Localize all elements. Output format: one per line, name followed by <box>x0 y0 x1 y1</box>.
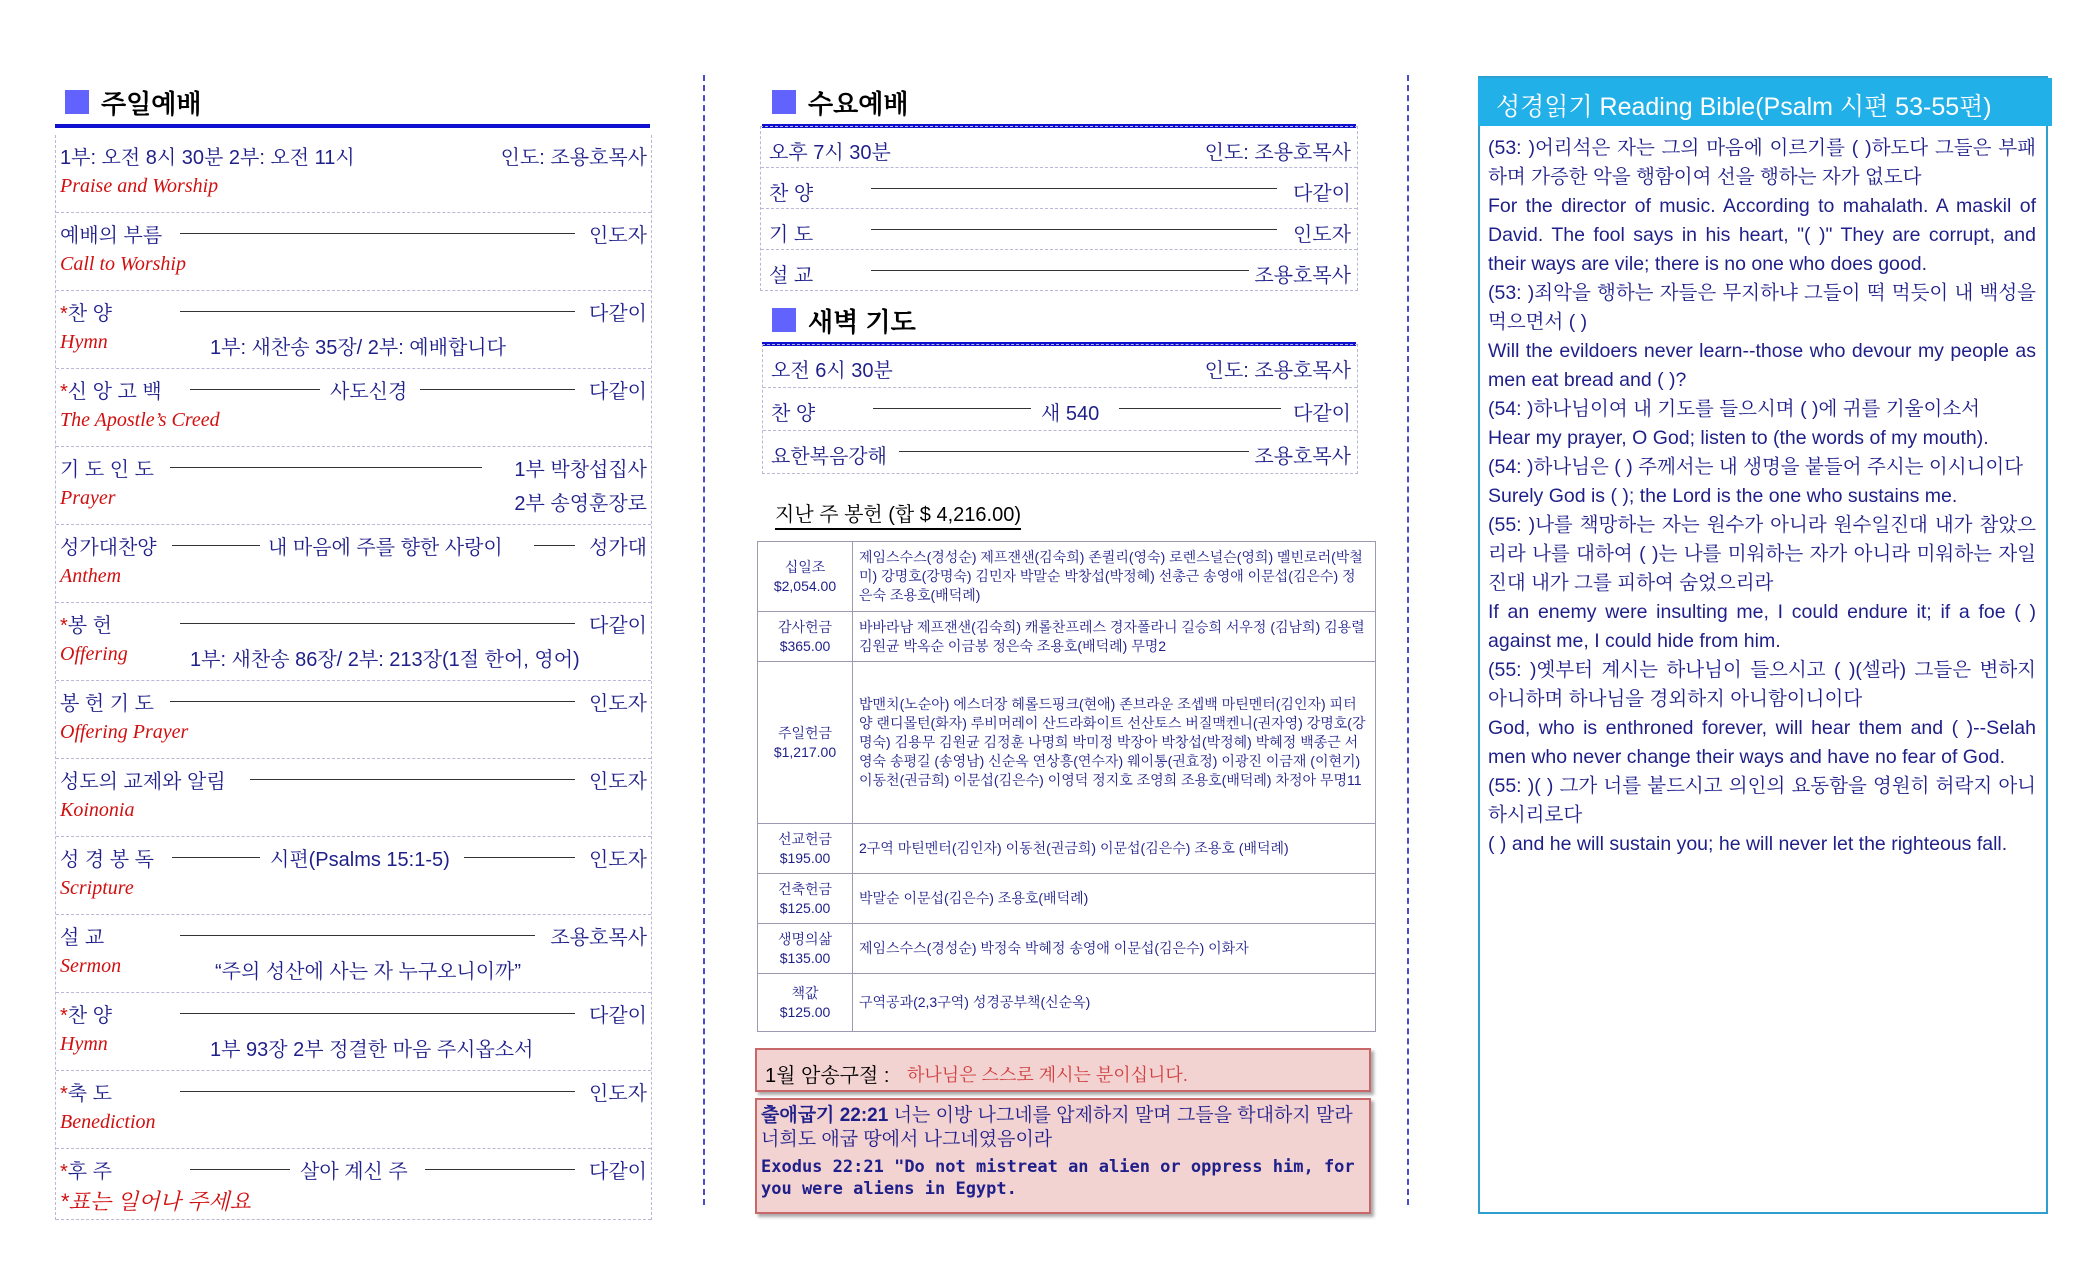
order-item-name: 기 도 인 도 <box>60 459 154 481</box>
order-item-note: 1부: 새찬송 35장/ 2부: 예배합니다 <box>210 337 506 359</box>
order-item <box>56 993 651 1071</box>
order-item-english: Prayer <box>60 487 116 509</box>
order-item-english: Hymn <box>60 1033 108 1055</box>
offering-amount: $125.00 <box>779 1003 831 1020</box>
offering-category: 선교헌금 <box>777 830 833 847</box>
order-item-english: Offering Prayer <box>60 721 189 743</box>
wednesday-time-row <box>761 127 1357 168</box>
table-row <box>758 924 1376 974</box>
english-verse-text: "Do not mistreat an alien or oppress him, for you were aliens in Egypt. <box>761 1157 1355 1199</box>
offering-category: 책값 <box>791 984 819 1001</box>
order-item-detail: 시편(Psalms 15:1-5) <box>270 849 450 871</box>
order-item <box>761 168 1357 209</box>
stand-marker: * <box>60 615 68 637</box>
order-item-name: 성가대찬양 <box>60 537 157 559</box>
bible-reading-panel <box>1478 76 2048 1214</box>
offering-names: 구역공과(2,3구역) 성경공부책(신순옥) <box>853 974 1376 1032</box>
order-item-english: Anthem <box>60 565 122 587</box>
order-item-note: 1부 93장 2부 정결한 마음 주시옵소서 <box>210 1039 534 1061</box>
offering-names: 박말순 이문섭(김은수) 조용호(배덕례) <box>853 874 1376 924</box>
english-verse-ref: Exodus 22:21 <box>761 1157 884 1177</box>
offering-amount: $125.00 <box>779 899 831 916</box>
order-item-english: Hymn <box>60 331 108 353</box>
offering-category: 십일조 <box>784 558 826 575</box>
offering-category: 감사헌금 <box>777 618 833 635</box>
offering-names: 제임스수스(경성순) 제프잰샌(김숙희) 존퀼리(영숙) 로렌스널슨(영희) 멜빈로러(박철미) 강명호(강명숙) 김민자 박말순 박창섭(박정혜) 선총근 송영애 이문섭(김은수) 정은숙 조용호(배덕례) <box>853 542 1376 612</box>
wednesday-title: 수요예배 <box>808 89 909 119</box>
order-item-leader: 다같이 <box>589 615 647 637</box>
stand-footnote: *표는 일어나 주세요 <box>60 1189 251 1214</box>
order-item-name: 찬 양 <box>769 183 814 205</box>
order-item <box>56 447 651 525</box>
order-item-name: 축 도 <box>67 1083 112 1105</box>
table-row <box>758 662 1376 824</box>
stand-marker: * <box>60 1083 68 1105</box>
verse-paragraph: Hear my prayer, O God; listen to (the words of my mouth). <box>1488 427 1989 449</box>
order-item <box>56 525 651 603</box>
order-item-leader: 인도자 <box>589 1083 647 1105</box>
dawn-leader: 인도: 조용호목사 <box>1204 360 1351 382</box>
memory-verse-box <box>755 1098 1371 1214</box>
bible-reading-header <box>1478 78 2052 126</box>
order-item-leader: 다같이 <box>589 303 647 325</box>
order-item-detail: 내 마음에 주를 향한 사랑이 <box>268 537 503 559</box>
order-item <box>761 209 1357 250</box>
offering-category: 건축헌금 <box>777 880 833 897</box>
wednesday-time: 오후 7시 30분 <box>769 142 891 164</box>
korean-verse-ref: 출애굽기 22:21 <box>761 1105 889 1126</box>
column-divider-left <box>703 75 705 1205</box>
korean-verse-text: 너는 이방 나그네를 압제하지 말며 그들을 학대하지 말라 너희도 애굽 땅에서 나그네였음이라 <box>761 1105 1353 1150</box>
order-item-leader: 인도자 <box>589 849 647 871</box>
stand-marker: * <box>60 303 68 325</box>
order-item-leader-2: 2부 송영훈장로 <box>514 493 647 515</box>
wednesday-order <box>760 126 1358 291</box>
order-item-name: 찬 양 <box>67 303 112 325</box>
order-item-name: 성도의 교제와 알림 <box>60 771 226 793</box>
verse-paragraph: If an enemy were insulting me, I could endure it; if a foe ( ) against me, I could hide from him. <box>1488 601 2036 652</box>
order-item-name: 성 경 봉 독 <box>60 849 154 871</box>
verse-paragraph: (55: )( ) 그가 너를 붙드시고 의인의 요동함을 영원히 허락지 아니하시리로다 <box>1488 775 2036 826</box>
order-item-name: 예배의 부름 <box>60 225 163 247</box>
sunday-leader: 인도: 조용호목사 <box>500 147 647 169</box>
order-item-english: Offering <box>60 643 128 665</box>
offering-amount: $195.00 <box>779 849 831 866</box>
order-item <box>56 369 651 447</box>
order-item <box>56 759 651 837</box>
table-row <box>758 874 1376 924</box>
verse-paragraph: ( ) and he will sustain you; he will never let the righteous fall. <box>1488 833 2008 855</box>
table-row <box>758 612 1376 662</box>
section-square-icon <box>65 90 89 114</box>
verse-paragraph: (53: )어리석은 자는 그의 마음에 이르기를 ( )하도다 그들은 부패하며 가증한 악을 행함이여 선을 행하는 자가 없도다 <box>1488 137 2036 188</box>
verse-paragraph: God, who is enthroned forever, will hear them and ( )--Selah men who never change their ways and have no fear of God. <box>1488 717 2036 768</box>
order-item <box>56 1071 651 1149</box>
offering-amount: $1,217.00 <box>773 743 837 760</box>
verse-paragraph: Surely God is ( ); the Lord is the one who sustains me. <box>1488 485 1958 507</box>
verse-paragraph: (54: )하나님은 ( ) 주께서는 내 생명을 붙들어 주시는 이시니이다 <box>1488 456 2024 478</box>
offering-names: 제임스수스(경성순) 박정숙 박혜정 송영애 이문섭(김은수) 이화자 <box>853 924 1376 974</box>
dawn-header <box>762 298 1356 346</box>
dawn-time: 오전 6시 30분 <box>771 360 893 382</box>
section-square-icon <box>772 90 796 114</box>
order-item-english: Sermon <box>60 955 122 977</box>
offering-amount: $365.00 <box>779 637 831 654</box>
order-item <box>761 250 1357 290</box>
order-item <box>763 388 1357 431</box>
order-item-leader: 다같이 <box>589 1005 647 1027</box>
dawn-title: 새벽 기도 <box>808 307 916 337</box>
bible-reading-body <box>1488 134 2036 859</box>
sunday-order-list <box>55 135 652 1220</box>
order-item-leader: 다같이 <box>589 381 647 403</box>
sunday-times: 1부: 오전 8시 30분 2부: 오전 11시 <box>60 147 355 169</box>
order-item-name: 설 교 <box>60 927 105 949</box>
order-item-leader: 조용호목사 <box>1254 265 1351 287</box>
offering-names: 밥맨치(노순아) 에스더장 헤롤드핑크(현애) 존브라운 조셉백 마틴멘터(김인자) 피터양 랜디몰턴(화자) 루비머레이 산드라화이트 선산토스 버질맥켄니(권자영) 강명호(강명숙) 김용무 김원균 김정훈 나명희 박미정 박장아 박창섭(박정혜) 박혜정 백종근 서영숙 송평길 (송영남) 신순옥 연상흥(연수자) 웨이통(권효정) 이광진 이금재 (이현기) 이동천(권금희) 이문섭(김은수) 이영덕 정지호 조영희 조용호(배덕례) 차정아 무명11 <box>853 662 1376 824</box>
order-item <box>56 291 651 369</box>
order-item-english: Koinonia <box>60 799 135 821</box>
memory-verse-banner <box>755 1048 1371 1092</box>
order-item-leader: 다같이 <box>1293 183 1351 205</box>
stand-marker: * <box>60 1005 68 1027</box>
column-divider-right <box>1407 75 1409 1205</box>
order-item-leader: 다같이 <box>1293 403 1351 425</box>
order-item-name: 봉 헌 <box>67 615 112 637</box>
offering-names: 바바라남 제프잰샌(김숙희) 캐롤찬프레스 경자폴라니 길승희 서우정 (김남희) 김용렬 김원균 박옥순 이금봉 정은숙 조용호(배덕례) 무명2 <box>853 612 1376 662</box>
verse-paragraph: For the director of music. According to mahalath. A maskil of David. The fool says in his heart, "( )" They are corrupt, and their ways are vile; there is no one who does good. <box>1488 195 2036 275</box>
wednesday-leader: 인도: 조용호목사 <box>1204 142 1351 164</box>
order-item <box>56 681 651 759</box>
offering-table <box>757 541 1376 1032</box>
stand-marker: * <box>60 381 68 403</box>
section-square-icon <box>772 308 796 332</box>
order-item-english: Benediction <box>60 1111 156 1133</box>
order-item-english: The Apostle’s Creed <box>60 409 220 431</box>
table-row <box>758 542 1376 612</box>
stand-marker: * <box>60 1161 68 1183</box>
order-item-name: 기 도 <box>769 224 814 246</box>
bible-reading-title: 성경읽기 Reading Bible(Psalm 시편 53-55편) <box>1496 93 1992 121</box>
order-item-note: “주의 성산에 사는 자 누구오니이까” <box>215 961 522 983</box>
offering-names: 2구역 마틴멘터(김인자) 이동천(권금희) 이문섭(김은수) 조용호 (배덕례) <box>853 824 1376 874</box>
verse-paragraph: (55: )나를 책망하는 자는 원수가 아니라 원수일진대 내가 참았으리라 나를 대하여 ( )는 나를 미워하는 자가 아니라 미워하는 자일진대 내가 그를 피하여 숨었으리라 <box>1488 514 2036 594</box>
offering-category: 생명의삶 <box>777 930 833 947</box>
memory-verse-text: 하나님은 스스로 계시는 분이십니다. <box>907 1065 1188 1085</box>
order-item <box>56 1149 651 1220</box>
table-row <box>758 824 1376 874</box>
order-item-detail: 새 540 <box>1041 403 1100 425</box>
order-item-name: 설 교 <box>769 265 814 287</box>
order-item-leader: 성가대 <box>589 537 647 559</box>
order-item-leader: 조용호목사 <box>550 927 647 949</box>
order-item-leader: 조용호목사 <box>1254 446 1351 468</box>
order-item-leader: 인도자 <box>1293 224 1351 246</box>
order-item-leader: 인도자 <box>589 771 647 793</box>
table-row <box>758 974 1376 1032</box>
order-item-leader: 인도자 <box>589 693 647 715</box>
sunday-header <box>55 80 650 128</box>
memory-verse-label: 1월 암송구절 : <box>765 1065 890 1087</box>
order-item-name: 신 앙 고 백 <box>67 381 162 403</box>
order-item <box>56 213 651 291</box>
offering-amount: $135.00 <box>779 949 831 966</box>
order-item-name: 찬 양 <box>67 1005 112 1027</box>
verse-paragraph: (53: )죄악을 행하는 자들은 무지하냐 그들이 떡 먹듯이 내 백성을 먹으면서 ( ) <box>1488 282 2036 333</box>
order-item <box>56 837 651 915</box>
order-item-leader: 인도자 <box>589 225 647 247</box>
offering-category: 주일헌금 <box>777 724 833 741</box>
order-item-english: Call to Worship <box>60 253 186 275</box>
verse-paragraph: (55: )옛부터 계시는 하나님이 들으시고 ( )(셀라) 그들은 변하지 아니하며 하나님을 경외하지 아니함이니이다 <box>1488 659 2036 710</box>
order-item-name: 봉 헌 기 도 <box>60 693 154 715</box>
verse-paragraph: (54: )하나님이여 내 기도를 들으시며 ( )에 귀를 기울이소서 <box>1488 398 1981 420</box>
order-item-note: 1부: 새찬송 86장/ 2부: 213장(1절 한어, 영어) <box>190 649 580 671</box>
order-item-name: 요한복음강해 <box>771 446 887 468</box>
verse-paragraph: Will the evildoers never learn--those who devour my people as men eat bread and ( )? <box>1488 340 2036 391</box>
order-item-english: Scripture <box>60 877 134 899</box>
order-item-detail: 살아 계신 주 <box>300 1161 408 1183</box>
sunday-title: 주일예배 <box>101 89 202 119</box>
order-item <box>56 915 651 993</box>
dawn-time-row <box>763 345 1357 388</box>
offering-title: 지난 주 봉헌 (합 $ 4,216.00) <box>775 498 1021 530</box>
sunday-theme: Praise and Worship <box>60 175 219 197</box>
order-item-leader: 1부 박창섭집사 <box>514 459 647 481</box>
wednesday-header <box>762 80 1356 128</box>
order-item-leader: 다같이 <box>589 1161 647 1183</box>
offering-amount: $2,054.00 <box>773 577 837 594</box>
order-item-detail: 사도신경 <box>330 381 408 403</box>
order-item <box>763 431 1357 473</box>
order-item <box>56 603 651 681</box>
sunday-times-row <box>56 135 651 213</box>
order-item-name: 후 주 <box>67 1161 112 1183</box>
dawn-order <box>762 344 1358 474</box>
order-item-name: 찬 양 <box>771 403 816 425</box>
